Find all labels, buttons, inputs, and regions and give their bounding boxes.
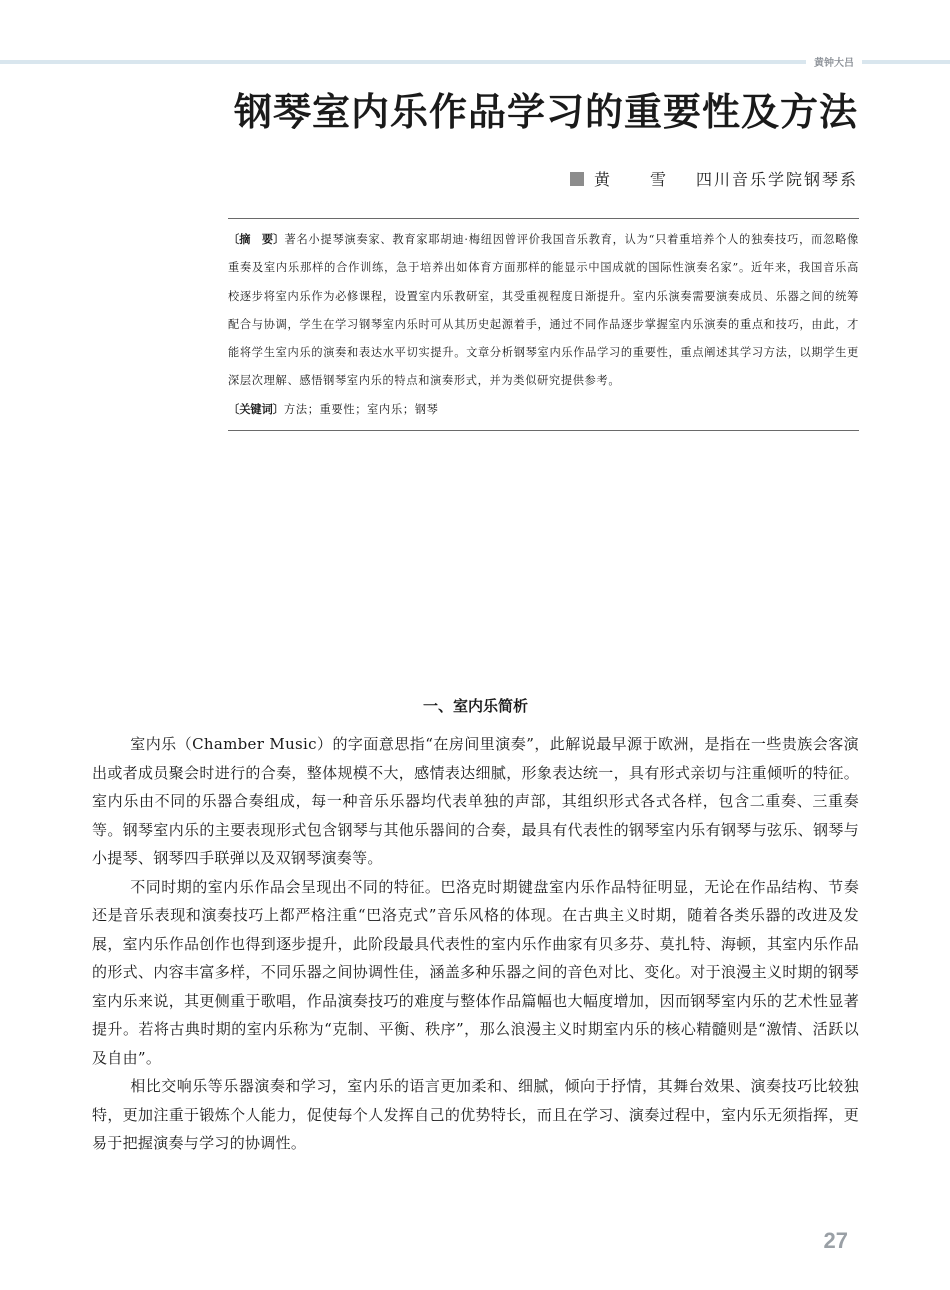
header-rule-right xyxy=(862,60,950,64)
section-heading: 一、室内乐简析 xyxy=(422,697,528,715)
author-square-icon xyxy=(570,172,584,186)
author-name: 黄 雪 xyxy=(593,170,678,189)
abstract-box xyxy=(228,218,859,431)
abstract-label: 〔摘 要〕 xyxy=(228,233,285,246)
header-rule-left xyxy=(0,60,806,64)
article-title: 钢琴室内乐作品学习的重要性及方法 xyxy=(233,89,858,134)
paragraph: 不同时期的室内乐作品会呈现出不同的特征。巴洛克时期键盘室内乐作品特征明显，无论在作品结构、节奏还是音乐表现和演奏技巧上都严格注重“巴洛克式”音乐风格的体现。在古典主义时期，随着各类乐器的改进及发展，室内乐作品创作也得到逐步提升，此阶段最具代表性的室内乐作曲家有贝多芬、莫扎特、海顿，其室内乐作品的形式、内容丰富多样，不同乐器之间协调性佳，涵盖多种乐器之间的音色对比、变化。对于浪漫主义时期的钢琴室内乐来说，其更侧重于歌唱，作品演奏技巧的难度与整体作品篇幅也大幅度增加，因而钢琴室内乐的艺术性显著提升。若将古典时期的室内乐称为“克制、平衡、秩序”，那么浪漫主义时期室内乐的核心精髓则是“激情、活跃以及自由”。 xyxy=(92,877,859,1067)
journal-name: 黄钟大吕 xyxy=(814,58,854,69)
keywords-label: 〔关键词〕 xyxy=(228,402,284,416)
keywords-text: 方法；重要性；室内乐；钢琴 xyxy=(283,402,439,416)
page-number: 27 xyxy=(823,1228,848,1253)
keywords xyxy=(228,396,859,424)
paragraph: 相比交响乐等乐器演奏和学习，室内乐的语言更加柔和、细腻，倾向于抒情，其舞台效果、演奏技巧比较独特，更加注重于锻炼个人能力，促使每个人发挥自己的优势特长，而且在学习、演奏过程中，室内乐无须指挥，更易于把握演奏与学习的协调性。 xyxy=(92,1077,859,1152)
author-affiliation: 四川音乐学院钢琴系 xyxy=(695,170,858,189)
abstract xyxy=(228,226,859,396)
abstract-text: 著名小提琴演奏家、教育家耶胡迪·梅纽因曾评价我国音乐教育，认为“只着重培养个人的独奏技巧，而忽略像重奏及室内乐那样的合作训练，急于培养出如体育方面那样的能显示中国成就的国际性演奏名家”。近年来，我国音乐高校逐步将室内乐作为必修课程，设置室内乐教研室，其受重视程度日渐提升。室内乐演奏需要演奏成员、乐器之间的统筹配合与协调，学生在学习钢琴室内乐时可从其历史起源着手，通过不同作品逐步掌握室内乐演奏的重点和技巧，由此，才能将学生室内乐的演奏和表达水平切实提升。文章分析钢琴室内乐作品学习的重要性，重点阐述其学习方法，以期学生更深层次理解、感悟钢琴室内乐的特点和演奏形式，并为类似研究提供参考。 xyxy=(228,233,859,388)
author-line xyxy=(300,167,858,193)
body-text xyxy=(92,730,859,1158)
paragraph: 室内乐（Chamber Music）的字面意思指“在房间里演奏”，此解说最早源于欧洲，是指在一些贵族会客演出或者成员聚会时进行的合奏，整体规模不大，感情表达细腻，形象表达统一，具有形式亲切与注重倾听的特征。室内乐由不同的乐器合奏组成，每一种音乐乐器均代表单独的声部，其组织形式各式各样，包含二重奏、三重奏等。钢琴室内乐的主要表现形式包含钢琴与其他乐器间的合奏，最具有代表性的钢琴室内乐有钢琴与弦乐、钢琴与小提琴、钢琴四手联弹以及双钢琴演奏等。 xyxy=(92,735,859,867)
